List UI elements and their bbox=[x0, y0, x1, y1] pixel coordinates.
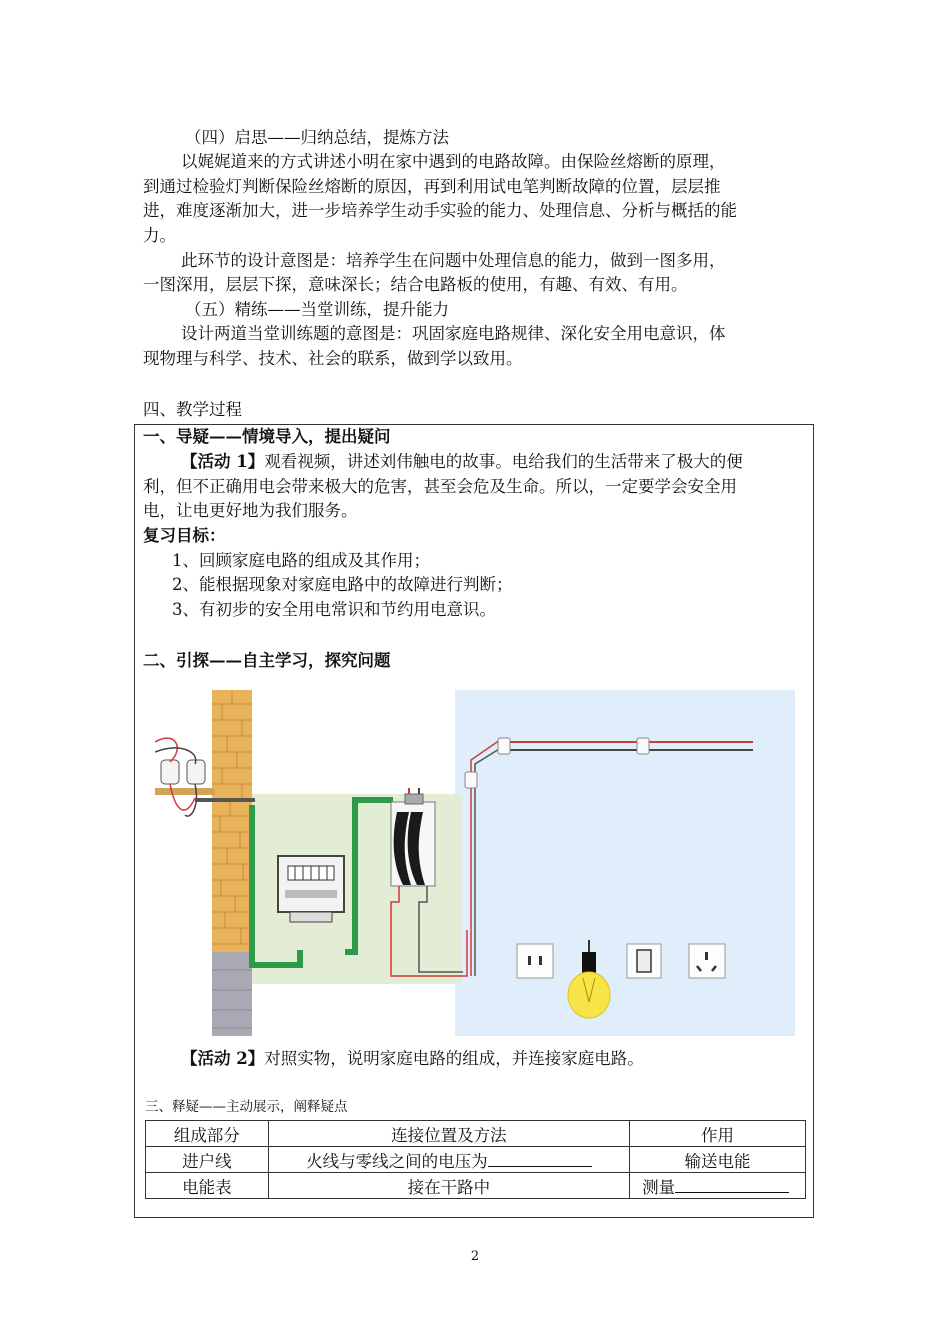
voltage-question-text: 火线与零线之间的电压为 bbox=[306, 1151, 488, 1171]
review-goals-title: 复习目标： bbox=[143, 526, 226, 545]
wire-clip bbox=[465, 772, 477, 788]
paragraph-line: 一图深用，层层下探，意味深长；结合电路板的使用，有趣、有效、有用。 bbox=[143, 275, 688, 294]
fuse-box bbox=[391, 788, 435, 886]
electricity-meter bbox=[278, 856, 344, 922]
table-header-cell: 作用 bbox=[630, 1121, 806, 1147]
table-header-row bbox=[146, 1121, 806, 1147]
stage-3-heading: 三、释疑——主动展示，阐释疑点 bbox=[145, 1099, 348, 1115]
paragraph-line: 进，难度逐渐加大，进一步培养学生动手实验的能力、处理信息、分析与概括的能 bbox=[143, 201, 737, 220]
activity-1-line: 利，但不正确用电会带来极大的危害，甚至会危及生命。所以，一定要学会安全用 bbox=[143, 477, 737, 496]
three-pin-socket bbox=[689, 944, 725, 978]
paragraph-line: 现物理与科学、技术、社会的联系，做到学以致用。 bbox=[143, 349, 523, 368]
table-row bbox=[146, 1147, 806, 1173]
goal-item: 2、能根据现象对家庭电路中的故障进行判断； bbox=[172, 575, 513, 594]
activity-2-text: 对照实物，说明家庭电路的组成，并连接家庭电路。 bbox=[264, 1049, 644, 1068]
wire-clip bbox=[637, 738, 649, 754]
teaching-process-title: 四、教学过程 bbox=[143, 400, 242, 419]
measure-text: 测量 bbox=[642, 1177, 676, 1197]
activity-1-line bbox=[181, 450, 743, 475]
section-5-title: （五）精练——当堂训练，提升能力 bbox=[185, 300, 449, 319]
table-cell bbox=[268, 1147, 629, 1173]
paragraph-line: 力。 bbox=[143, 226, 176, 245]
paragraph-line: 以娓娓道来的方式讲述小明在家中遇到的电路故障。由保险丝熔断的原理， bbox=[181, 152, 726, 171]
wall-switch bbox=[627, 944, 661, 978]
table-row bbox=[146, 1173, 806, 1199]
answer-blank[interactable] bbox=[675, 1174, 789, 1193]
paragraph-line: 此环节的设计意图是：培养学生在问题中处理信息的能力，做到一图多用， bbox=[181, 251, 726, 270]
stage-1-heading: 一、导疑——情境导入，提出疑问 bbox=[143, 427, 391, 446]
activity-2-line bbox=[181, 1047, 644, 1072]
table-cell: 接在干路中 bbox=[268, 1173, 629, 1199]
table-cell: 电能表 bbox=[146, 1173, 269, 1199]
stage-2-heading: 二、引探——自主学习，探究问题 bbox=[143, 651, 391, 670]
activity-1-line: 电，让电更好地为我们服务。 bbox=[143, 501, 358, 520]
table-cell: 进户线 bbox=[146, 1147, 269, 1173]
answer-blank[interactable] bbox=[488, 1148, 592, 1167]
table-cell: 输送电能 bbox=[630, 1147, 806, 1173]
wire-clip bbox=[498, 738, 510, 754]
table-header-cell: 连接位置及方法 bbox=[268, 1121, 629, 1147]
goal-item: 3、有初步的安全用电常识和节约用电意识。 bbox=[172, 600, 496, 619]
activity-2-tag: 【活动 2】 bbox=[181, 1049, 265, 1068]
paragraph-line: 到通过检验灯判断保险丝熔断的原因，再到利用试电笔判断故障的位置，层层推 bbox=[143, 177, 721, 196]
activity-1-tag: 【活动 1】 bbox=[181, 452, 265, 471]
table-header-cell: 组成部分 bbox=[146, 1121, 269, 1147]
table-cell bbox=[630, 1173, 806, 1199]
activity-1-text: 观看视频，讲述刘伟触电的故事。电给我们的生活带来了极大的便 bbox=[264, 452, 743, 471]
two-pin-socket bbox=[517, 944, 553, 978]
paragraph-line: 设计两道当堂训练题的意图是：巩固家庭电路规律、深化安全用电意识，体 bbox=[181, 324, 726, 343]
household-circuit-illustration bbox=[155, 690, 796, 1036]
goal-item: 1、回顾家庭电路的组成及其作用； bbox=[172, 551, 430, 570]
composition-table bbox=[145, 1120, 806, 1199]
section-4-title: （四）启思——归纳总结，提炼方法 bbox=[185, 128, 449, 147]
page-number: 2 bbox=[470, 1249, 480, 1264]
brick-pillar bbox=[212, 690, 252, 1036]
